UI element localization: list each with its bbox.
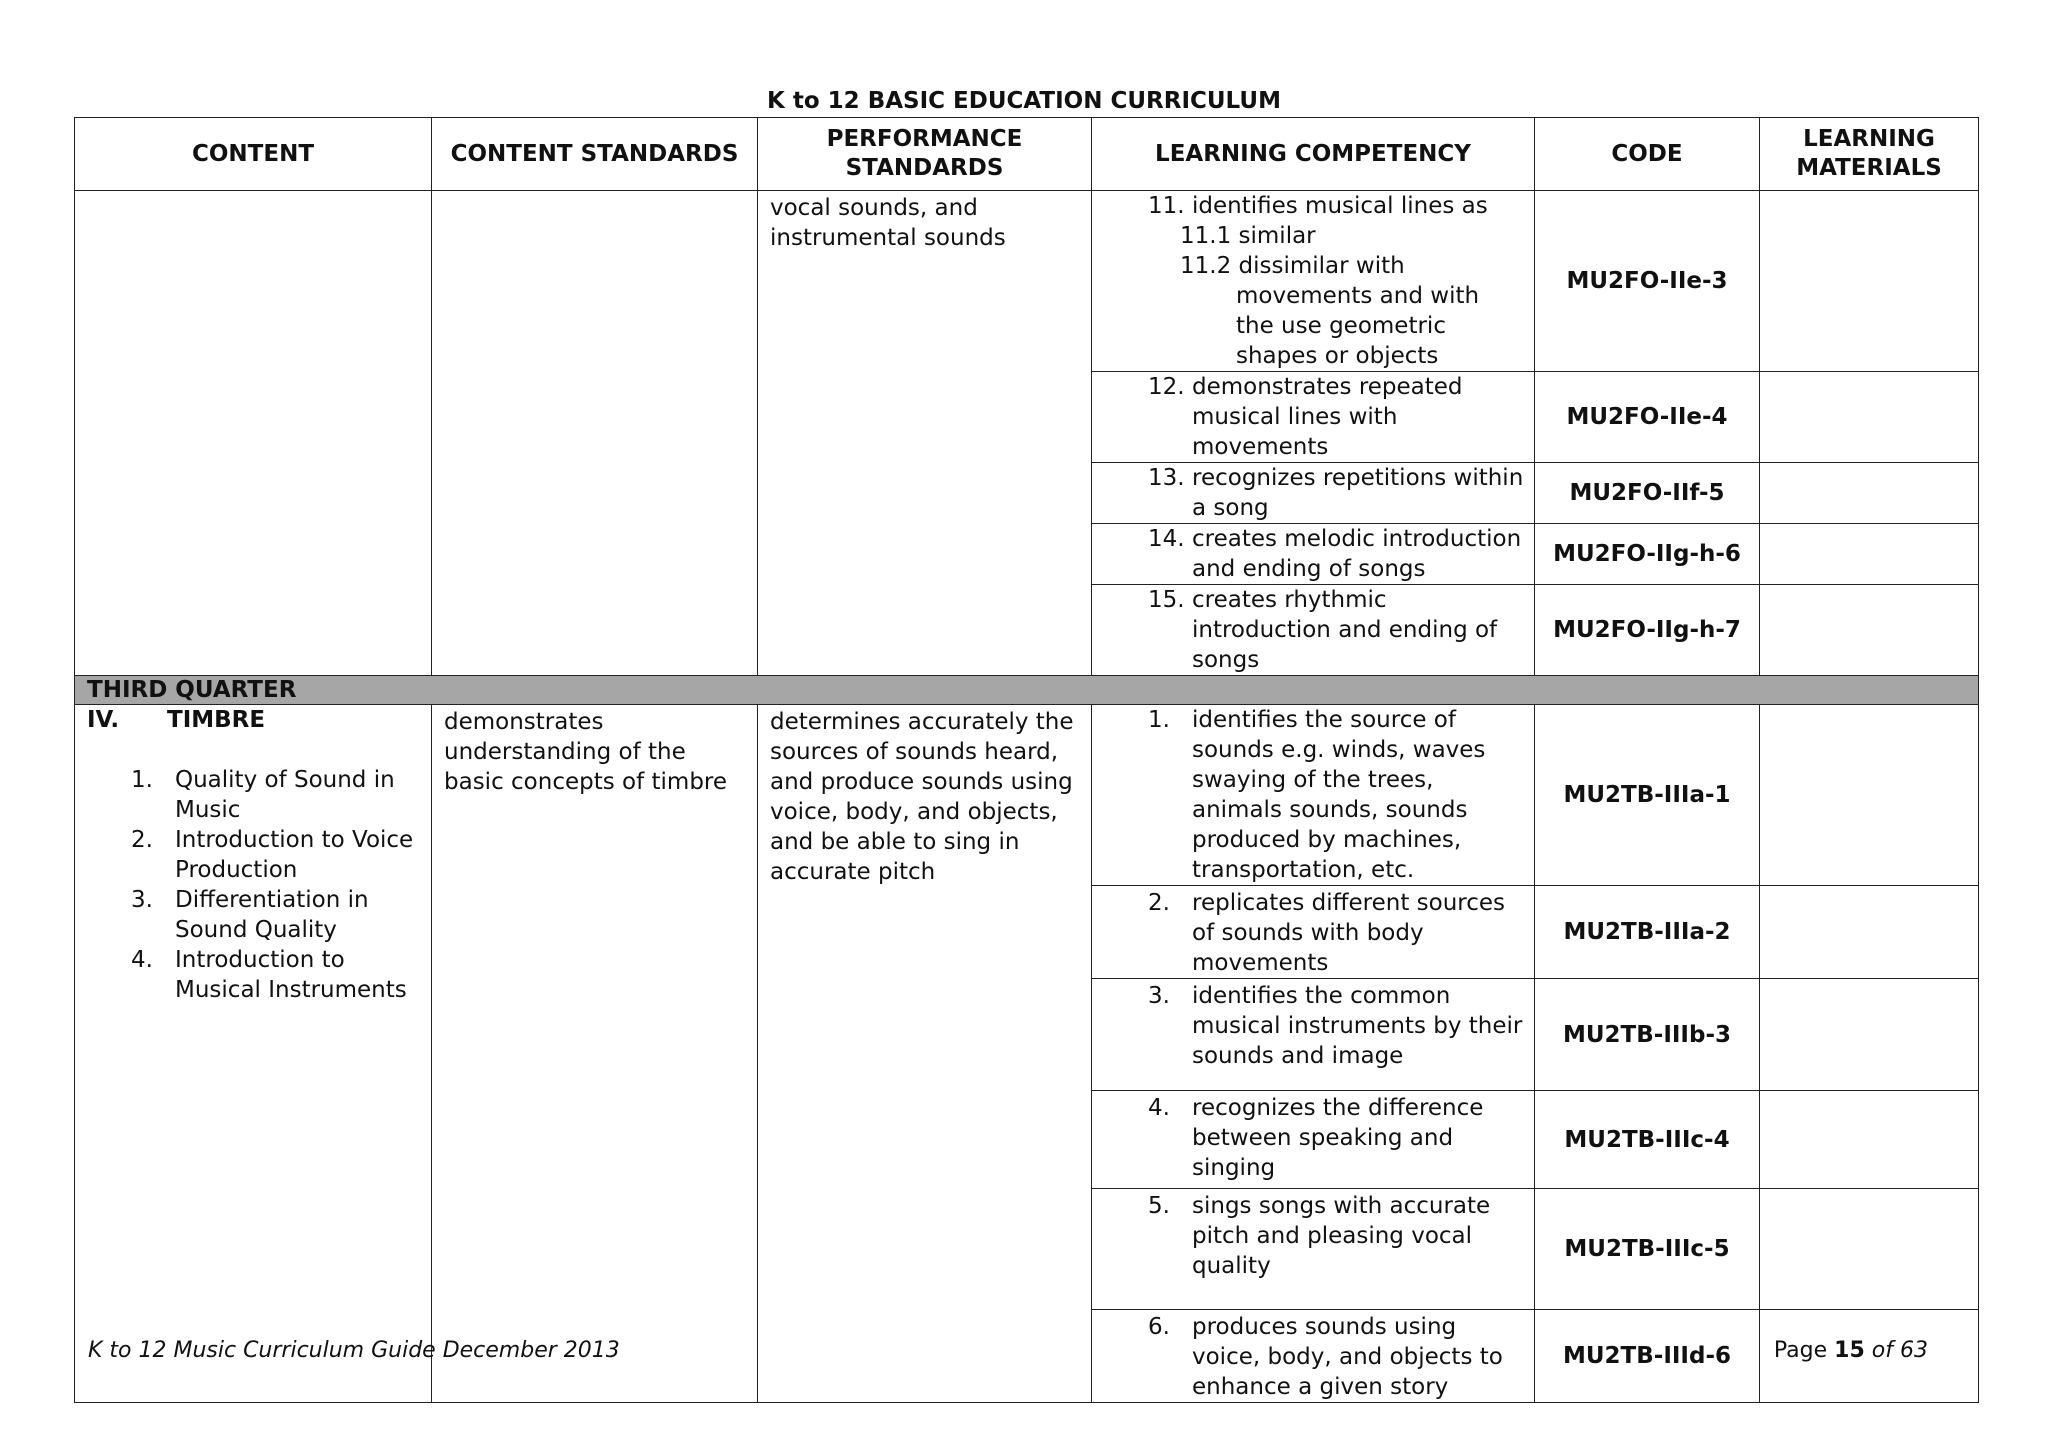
page-total: of 63 <box>1871 1338 1928 1363</box>
competency-number: 15. <box>1148 587 1185 613</box>
code-cell: MU2TB-IIIa-2 <box>1535 886 1760 979</box>
list-item: 2. Introduction to Voice Production <box>131 827 414 883</box>
learning-materials-cell <box>1760 1189 1979 1310</box>
competency-cell <box>1092 463 1535 524</box>
code-cell: MU2TB-IIIc-5 <box>1535 1189 1760 1310</box>
competency-sub-item: 11.2 dissimilar with <box>1180 253 1405 279</box>
competency-sub-item: 11.1 similar <box>1180 223 1316 249</box>
learning-materials-cell <box>1760 585 1979 676</box>
code-cell: MU2TB-IIId-6 <box>1535 1310 1760 1403</box>
topic-list <box>75 765 431 1005</box>
competency-cell <box>1092 1310 1535 1403</box>
learning-materials-cell <box>1760 524 1979 585</box>
content-standard-text: demonstrates understanding of the basic concepts of timbre <box>444 709 728 795</box>
performance-standard-cell <box>758 191 1092 676</box>
competency-number: 14. <box>1148 526 1185 552</box>
performance-standard-cell <box>758 705 1092 1403</box>
competency-text: recognizes the difference between speaking and singing <box>1192 1095 1484 1181</box>
list-item: 4. Introduction to Musical Instruments <box>131 947 407 1003</box>
performance-standard-text: determines accurately the sources of sounds heard, and produce sounds using voice, body, and objects, and be able to sing in accurate pitch <box>770 709 1074 885</box>
footer-page-number <box>1774 1338 1928 1363</box>
section-numeral: IV. <box>87 707 120 733</box>
code-cell: MU2FO-IIg-h-6 <box>1535 524 1760 585</box>
competency-cell <box>1092 585 1535 676</box>
header-learning-materials: LEARNING MATERIALS <box>1760 118 1979 191</box>
competency-number: 13. <box>1148 465 1185 491</box>
learning-materials-cell <box>1760 372 1979 463</box>
quarter-label: THIRD QUARTER <box>75 676 1979 705</box>
content-cell <box>75 705 432 1403</box>
learning-materials-cell <box>1760 1091 1979 1189</box>
page-label: Page <box>1773 1338 1828 1363</box>
competency-cell <box>1092 886 1535 979</box>
competency-number: 11. <box>1148 193 1185 219</box>
competency-text: identifies musical lines as <box>1192 193 1488 219</box>
competency-text: creates melodic introduction and ending of songs <box>1192 526 1522 582</box>
header-content: CONTENT <box>75 118 432 191</box>
performance-standard-text: vocal sounds, and instrumental sounds <box>770 195 1006 251</box>
code-cell: MU2TB-IIIa-1 <box>1535 705 1760 886</box>
curriculum-table <box>74 117 1979 1403</box>
competency-cell <box>1092 372 1535 463</box>
competency-cell <box>1092 524 1535 585</box>
competency-cell <box>1092 979 1535 1091</box>
competency-text: produces sounds using voice, body, and objects to enhance a given story <box>1192 1314 1503 1400</box>
header-row <box>75 118 1979 191</box>
header-code: CODE <box>1535 118 1760 191</box>
competency-text: creates rhythmic introduction and ending of songs <box>1192 587 1498 673</box>
competency-number: 1. <box>1148 707 1170 733</box>
code-cell: MU2FO-IIe-3 <box>1535 191 1760 372</box>
code-cell: MU2FO-IIg-h-7 <box>1535 585 1760 676</box>
competency-number: 12. <box>1148 374 1185 400</box>
competency-number: 6. <box>1148 1314 1170 1340</box>
competency-text: demonstrates repeated musical lines with movements <box>1192 374 1463 460</box>
page-current: 15 <box>1834 1338 1865 1363</box>
section-heading: TIMBRE <box>167 707 266 733</box>
code-cell: MU2FO-IIf-5 <box>1535 463 1760 524</box>
competency-text: recognizes repetitions within a song <box>1192 465 1524 521</box>
content-cell-empty <box>75 191 432 676</box>
document-title: K to 12 BASIC EDUCATION CURRICULUM <box>767 88 1281 114</box>
competency-text: identifies the common musical instruments by their sounds and image <box>1192 983 1523 1069</box>
competency-text: sings songs with accurate pitch and pleasing vocal quality <box>1192 1193 1491 1279</box>
content-standards-cell <box>432 705 758 1403</box>
competency-number: 2. <box>1148 890 1170 916</box>
competency-number: 5. <box>1148 1193 1170 1219</box>
learning-materials-cell <box>1760 191 1979 372</box>
competency-number: 3. <box>1148 983 1170 1009</box>
footer-guide-title: K to 12 Music Curriculum Guide December 2013 <box>88 1338 620 1363</box>
competency-cell <box>1092 191 1535 372</box>
list-item: 3. Differentiation in Sound Quality <box>131 887 369 943</box>
code-cell: MU2FO-IIe-4 <box>1535 372 1760 463</box>
competency-text: identifies the source of sounds e.g. winds, waves swaying of the trees, animals sounds, sounds produced by machines, transportation, etc. <box>1192 707 1486 883</box>
header-performance-standards: PERFORMANCE STANDARDS <box>758 118 1092 191</box>
content-standards-cell-empty <box>432 191 758 676</box>
code-cell: MU2TB-IIIb-3 <box>1535 979 1760 1091</box>
header-content-standards: CONTENT STANDARDS <box>432 118 758 191</box>
competency-sub-item-continued: movements and with the use geometric shapes or objects <box>1236 283 1480 369</box>
competency-cell <box>1092 1091 1535 1189</box>
table-row <box>75 191 1979 372</box>
quarter-row <box>75 676 1979 705</box>
learning-materials-cell <box>1760 463 1979 524</box>
learning-materials-cell <box>1760 979 1979 1091</box>
list-item: 1. Quality of Sound in Music <box>131 767 395 823</box>
competency-cell <box>1092 705 1535 886</box>
competency-cell <box>1092 1189 1535 1310</box>
header-learning-competency: LEARNING COMPETENCY <box>1092 118 1535 191</box>
code-cell: MU2TB-IIIc-4 <box>1535 1091 1760 1189</box>
learning-materials-cell <box>1760 705 1979 886</box>
table-row <box>75 705 1979 886</box>
competency-text: replicates different sources of sounds with body movements <box>1192 890 1506 976</box>
learning-materials-cell <box>1760 886 1979 979</box>
competency-number: 4. <box>1148 1095 1170 1121</box>
